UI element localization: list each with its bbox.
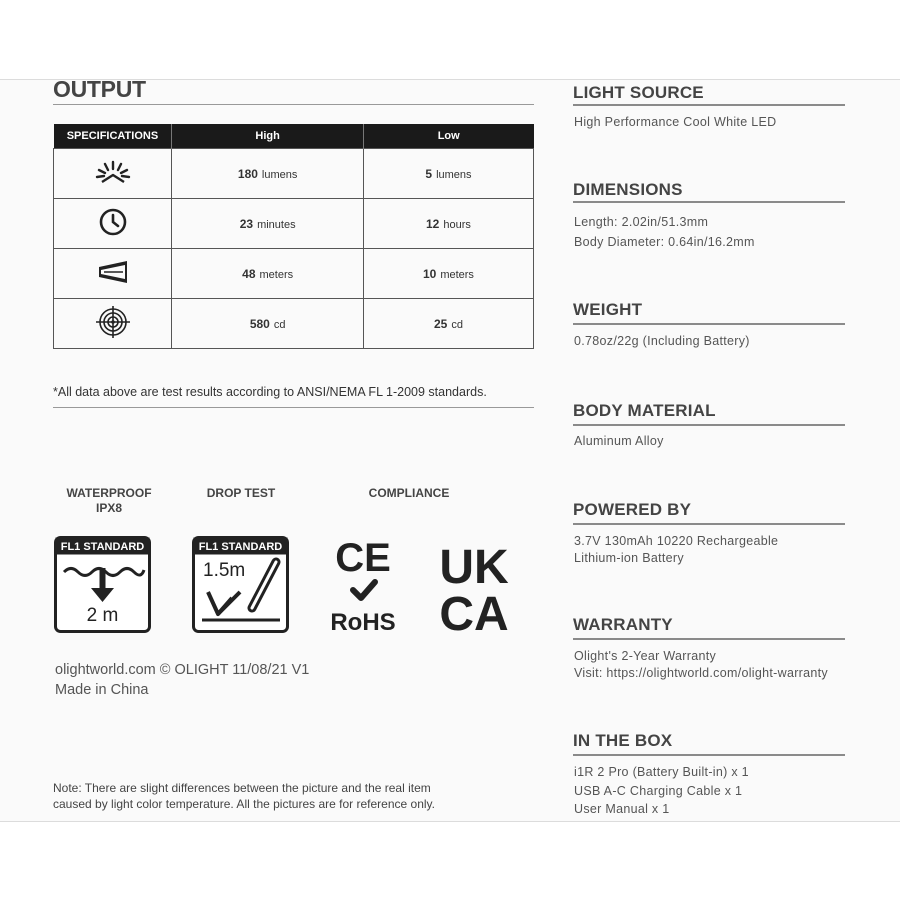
- ansi-footnote: *All data above are test results according to ANSI/NEMA FL 1-2009 standards.: [53, 385, 487, 399]
- svg-text:CA: CA: [439, 588, 509, 634]
- powered-by-text: 3.7V 130mAh 10220 Rechargeable Lithium-ion Battery: [574, 534, 779, 565]
- section-divider: [573, 523, 845, 525]
- weight-title: WEIGHT: [573, 300, 643, 319]
- weight-text: 0.78oz/22g (Including Battery): [574, 334, 750, 348]
- header-low: Low: [363, 124, 533, 149]
- table-row: [54, 199, 534, 249]
- drop-test-badge-icon: [192, 536, 289, 633]
- svg-text:UK: UK: [439, 542, 509, 594]
- low-value-cell: 10 meters: [363, 249, 533, 299]
- low-value-cell: 12 hours: [363, 199, 533, 249]
- row-icon-cell: [54, 249, 172, 299]
- row-icon-cell: [54, 149, 172, 199]
- section-divider: [573, 104, 845, 106]
- compliance-label: COMPLIANCE: [368, 486, 450, 500]
- beam-distance-icon: [96, 259, 130, 285]
- footnote-divider: [53, 407, 534, 408]
- waterproof-badge-icon: [54, 536, 151, 633]
- svg-text:FL1 STANDARD: FL1 STANDARD: [198, 541, 283, 553]
- ce-rohs-icon: [320, 534, 406, 634]
- svg-text:2 m: 2 m: [86, 605, 119, 626]
- low-value-cell: 25 cd: [363, 299, 533, 349]
- section-divider: [573, 201, 845, 203]
- dimensions-title: DIMENSIONS: [573, 180, 683, 199]
- table-row: [54, 149, 534, 199]
- high-value-cell: 580 cd: [172, 299, 364, 349]
- in-the-box-title: IN THE BOX: [573, 731, 673, 750]
- clock-icon: [98, 207, 128, 237]
- made-in-text: Made in China: [55, 682, 149, 698]
- high-value-cell: 48 meters: [172, 249, 364, 299]
- note-line-2: caused by light color temperature. All the pictures are for reference only.: [53, 797, 435, 811]
- svg-text:RoHS: RoHS: [330, 609, 396, 634]
- section-divider: [573, 424, 845, 426]
- header-specifications: SPECIFICATIONS: [54, 124, 172, 149]
- output-divider: [53, 104, 534, 105]
- table-header-row: [54, 124, 534, 149]
- high-value-cell: 180 lumens: [172, 149, 364, 199]
- ukca-mark-icon: [432, 542, 516, 634]
- section-divider: [573, 323, 845, 325]
- light-source-title: LIGHT SOURCE: [573, 83, 704, 102]
- header-high: High: [172, 124, 364, 149]
- dimensions-text: Length: 2.02in/51.3mm Body Diameter: 0.64in/16.2mm: [574, 215, 755, 249]
- body-material-text: Aluminum Alloy: [574, 434, 664, 448]
- output-title: OUTPUT: [53, 76, 146, 102]
- warranty-title: WARRANTY: [573, 615, 673, 634]
- row-icon-cell: [54, 299, 172, 349]
- svg-text:CE: CE: [335, 536, 391, 580]
- warranty-text: Olight's 2-Year Warranty Visit: https://olightworld.com/olight-warranty: [574, 649, 828, 680]
- section-divider: [573, 754, 845, 756]
- section-divider: [573, 638, 845, 640]
- row-icon-cell: [54, 199, 172, 249]
- drop-test-label: DROP TEST: [206, 486, 276, 500]
- powered-by-title: POWERED BY: [573, 500, 692, 519]
- high-value-cell: 23 minutes: [172, 199, 364, 249]
- table-row: [54, 249, 534, 299]
- brightness-icon: [91, 158, 135, 186]
- copyright-text: olightworld.com © OLIGHT 11/08/21 V1: [55, 662, 310, 678]
- output-spec-table: [53, 124, 534, 349]
- low-value-cell: 5 lumens: [363, 149, 533, 199]
- light-source-text: High Performance Cool White LED: [574, 115, 777, 129]
- intensity-target-icon: [94, 305, 132, 339]
- note-line-1: Note: There are slight differences between the picture and the real item: [53, 781, 431, 795]
- svg-text:1.5m: 1.5m: [203, 560, 246, 581]
- svg-text:FL1 STANDARD: FL1 STANDARD: [60, 541, 145, 553]
- table-row: [54, 299, 534, 349]
- body-material-title: BODY MATERIAL: [573, 401, 716, 420]
- waterproof-label: WATERPROOF IPX8: [66, 486, 152, 515]
- in-the-box-text: i1R 2 Pro (Battery Built-in) x 1 USB A-C Charging Cable x 1 User Manual x 1: [574, 765, 749, 816]
